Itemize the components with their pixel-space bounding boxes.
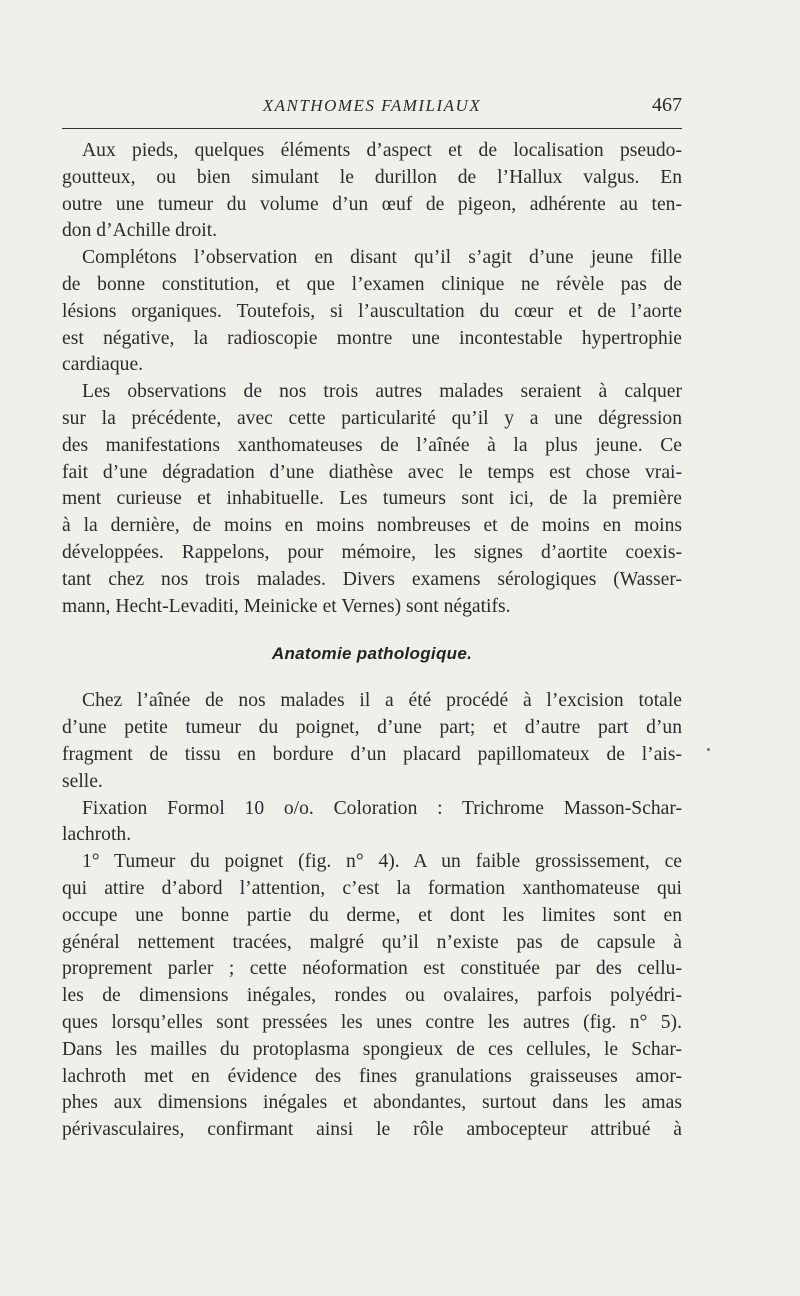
text-line: goutteux, ou bien simulant le durillon de l’Hallux valgus. En — [62, 166, 682, 188]
text-line: périvasculaires, confirmant ainsi le rôle ambocepteur attribué à — [62, 1119, 682, 1141]
text-line: 1° Tumeur du poignet (fig. n° 4). A un faible grossissement, ce — [82, 851, 682, 873]
text-line: de bonne constitution, et que l’examen clinique ne révèle pas de — [62, 273, 682, 295]
text-line: mann, Hecht-Levaditi, Meinicke et Vernes) sont négatifs. — [62, 595, 511, 617]
text-line: phes aux dimensions inégales et abondantes, surtout dans les amas — [62, 1092, 682, 1114]
text-line: Fixation Formol 10 o/o. Coloration : Trichrome Masson-Schar- — [82, 797, 682, 819]
text-line: à la dernière, de moins en moins nombreuses et de moins en moins — [62, 515, 682, 537]
text-line: Complétons l’observation en disant qu’il s’agit d’une jeune fille — [82, 247, 682, 269]
text-line: qui attire d’abord l’attention, c’est la formation xanthomateuse qui — [62, 877, 682, 899]
text-line: des manifestations xanthomateuses de l’aînée à la plus jeune. Ce — [62, 434, 682, 456]
paragraph — [62, 379, 682, 620]
text-line: ques lorsqu’elles sont pressées les unes contre les autres (fig. n° 5). — [62, 1011, 682, 1033]
text-line: outre une tumeur du volume d’un œuf de pigeon, adhérente au ten- — [62, 193, 682, 215]
paragraph — [62, 849, 682, 1144]
text-line: ment curieuse et inhabituelle. Les tumeurs sont ici, de la première — [62, 488, 682, 510]
text-line: don d’Achille droit. — [62, 220, 218, 242]
paragraph — [62, 138, 682, 245]
page-number: 467 — [652, 94, 682, 116]
text-line: cardiaque. — [62, 354, 144, 376]
text-line: tant chez nos trois malades. Divers examens sérologiques (Wasser- — [62, 568, 682, 590]
text-line: Les observations de nos trois autres malades seraient à calquer — [82, 381, 682, 403]
text-line: Chez l’aînée de nos malades il a été procédé à l’excision totale — [82, 690, 682, 712]
text-line: fragment de tissu en bordure d’un placard papillomateux de l’ais- — [62, 743, 682, 765]
text-line: lachroth. — [62, 824, 132, 846]
running-header — [62, 92, 682, 122]
text-line: lachroth met en évidence des fines granulations graisseuses amor- — [62, 1065, 682, 1087]
text-line: lésions organiques. Toutefois, si l’auscultation du cœur et de l’aorte — [62, 300, 682, 322]
paragraph — [62, 688, 682, 795]
text-line: général nettement tracées, malgré qu’il n’existe pas de capsule à — [62, 931, 682, 953]
header-rule — [62, 128, 682, 129]
text-line: Aux pieds, quelques éléments d’aspect et de localisation pseudo- — [82, 140, 682, 161]
text-line: proprement parler ; cette néoformation est constituée par des cellu- — [62, 958, 682, 980]
print-speck — [707, 748, 710, 751]
text-line: sur la précédente, avec cette particularité qu’il y a une dégression — [62, 407, 682, 429]
paragraph — [62, 245, 682, 379]
text-line: développées. Rappelons, pour mémoire, les signes d’aortite coexis- — [62, 541, 682, 563]
page-body — [62, 138, 682, 1144]
section-heading: Anatomie pathologique. — [271, 644, 473, 664]
paragraph — [62, 796, 682, 850]
text-line: est négative, la radioscopie montre une incontestable hypertrophie — [62, 327, 682, 349]
text-line: Dans les mailles du protoplasma spongieux de ces cellules, le Schar- — [62, 1038, 682, 1060]
text-line: occupe une bonne partie du derme, et dont les limites sont en — [62, 904, 682, 926]
text-line: d’une petite tumeur du poignet, d’une part; et d’autre part d’un — [62, 717, 682, 739]
text-line: selle. — [62, 770, 103, 792]
running-title: XANTHOMES FAMILIAUX — [262, 96, 482, 115]
text-line: fait d’une dégradation d’une diathèse avec le temps est chose vrai- — [62, 461, 682, 483]
text-line: les de dimensions inégales, rondes ou ovalaires, parfois polyédri- — [62, 985, 682, 1007]
